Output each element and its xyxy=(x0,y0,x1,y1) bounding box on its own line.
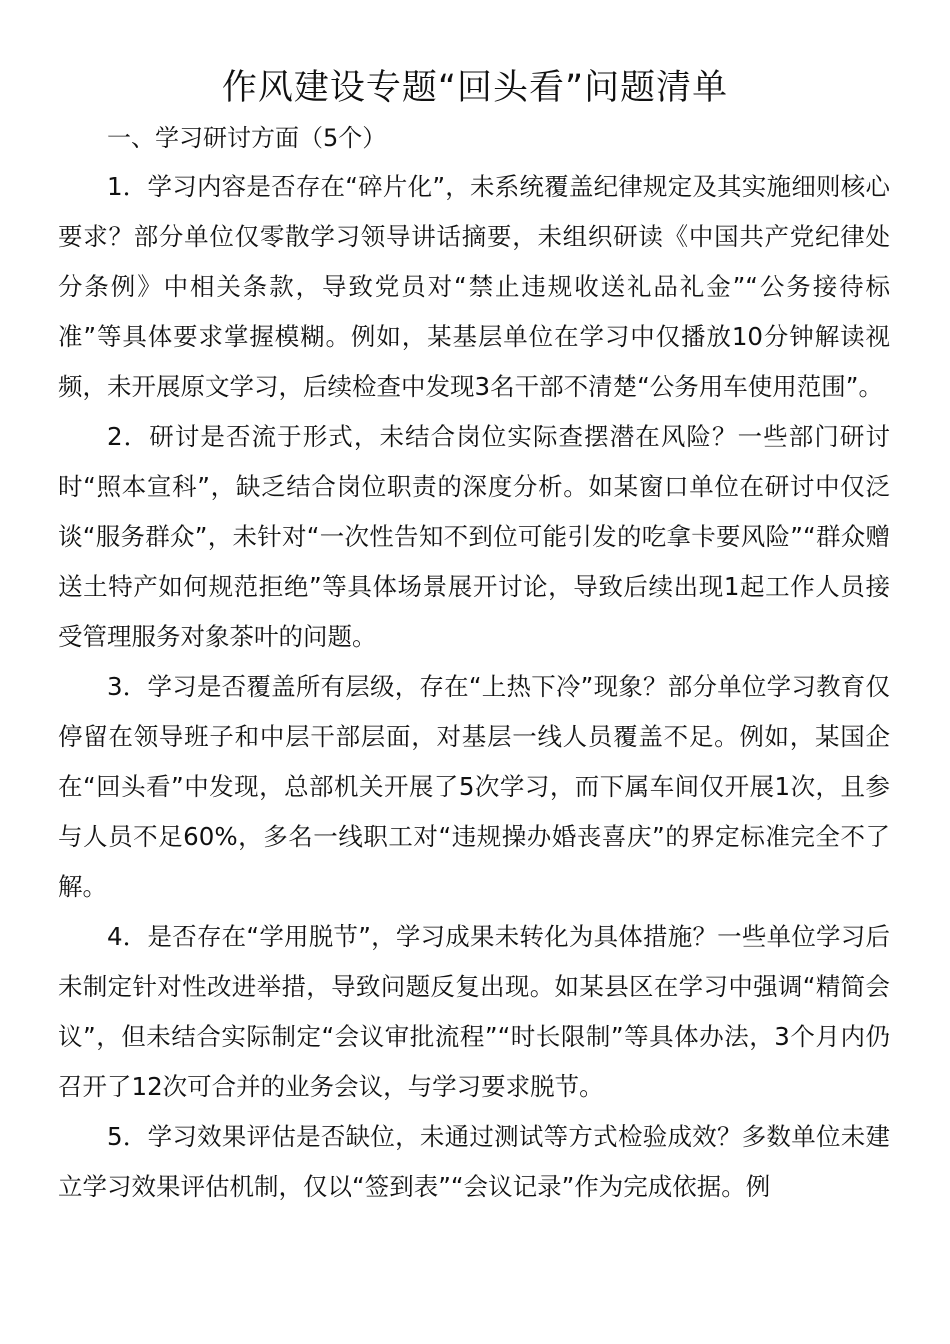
paragraph-4: 4．是否存在“学用脱节”，学习成果未转化为具体措施？一些单位学习后未制定针对性改进举措，导致问题反复出现。如某县区在学习中强调“精简会议”，但未结合实际制定“会议审批流程”“时长限制”等具体办法，3个月内仍召开了12次可合并的业务会议，与学习要求脱节。 xyxy=(58,922,890,1101)
section-heading: 一、学习研讨方面（5个） xyxy=(107,124,387,152)
document-title: 作风建设专题“回头看”问题清单 xyxy=(221,68,729,108)
paragraph-1: 1．学习内容是否存在“碎片化”，未系统覆盖纪律规定及其实施细则核心要求？部分单位仅零散学习领导讲话摘要，未组织研读《中国共产党纪律处分条例》中相关条款，导致党员对“禁止违规收送礼品礼金”“公务接待标准”等具体要求掌握模糊。例如，某基层单位在学习中仅播放10分钟解读视频，未开展原文学习，后续检查中发现3名干部不清楚“公务用车使用范围”。 xyxy=(58,172,890,401)
paragraph-5: 5．学习效果评估是否缺位，未通过测试等方式检验成效？多数单位未建立学习效果评估机制，仅以“签到表”“会议记录”作为完成依据。例 xyxy=(58,1122,890,1201)
document-body xyxy=(58,162,890,1212)
paragraph-2: 2．研讨是否流于形式，未结合岗位实际查摆潜在风险？一些部门研讨时“照本宣科”，缺乏结合岗位职责的深度分析。如某窗口单位在研讨中仅泛谈“服务群众”，未针对“一次性告知不到位可能引发的吃拿卡要风险”“群众赠送土特产如何规范拒绝”等具体场景展开讨论，导致后续出现1起工作人员接受管理服务对象茶叶的问题。 xyxy=(58,422,890,651)
paragraph-3: 3．学习是否覆盖所有层级，存在“上热下冷”现象？部分单位学习教育仅停留在领导班子和中层干部层面，对基层一线人员覆盖不足。例如，某国企在“回头看”中发现，总部机关开展了5次学习，而下属车间仅开展1次，且参与人员不足60%，多名一线职工对“违规操办婚丧喜庆”的界定标准完全不了解。 xyxy=(58,672,890,901)
